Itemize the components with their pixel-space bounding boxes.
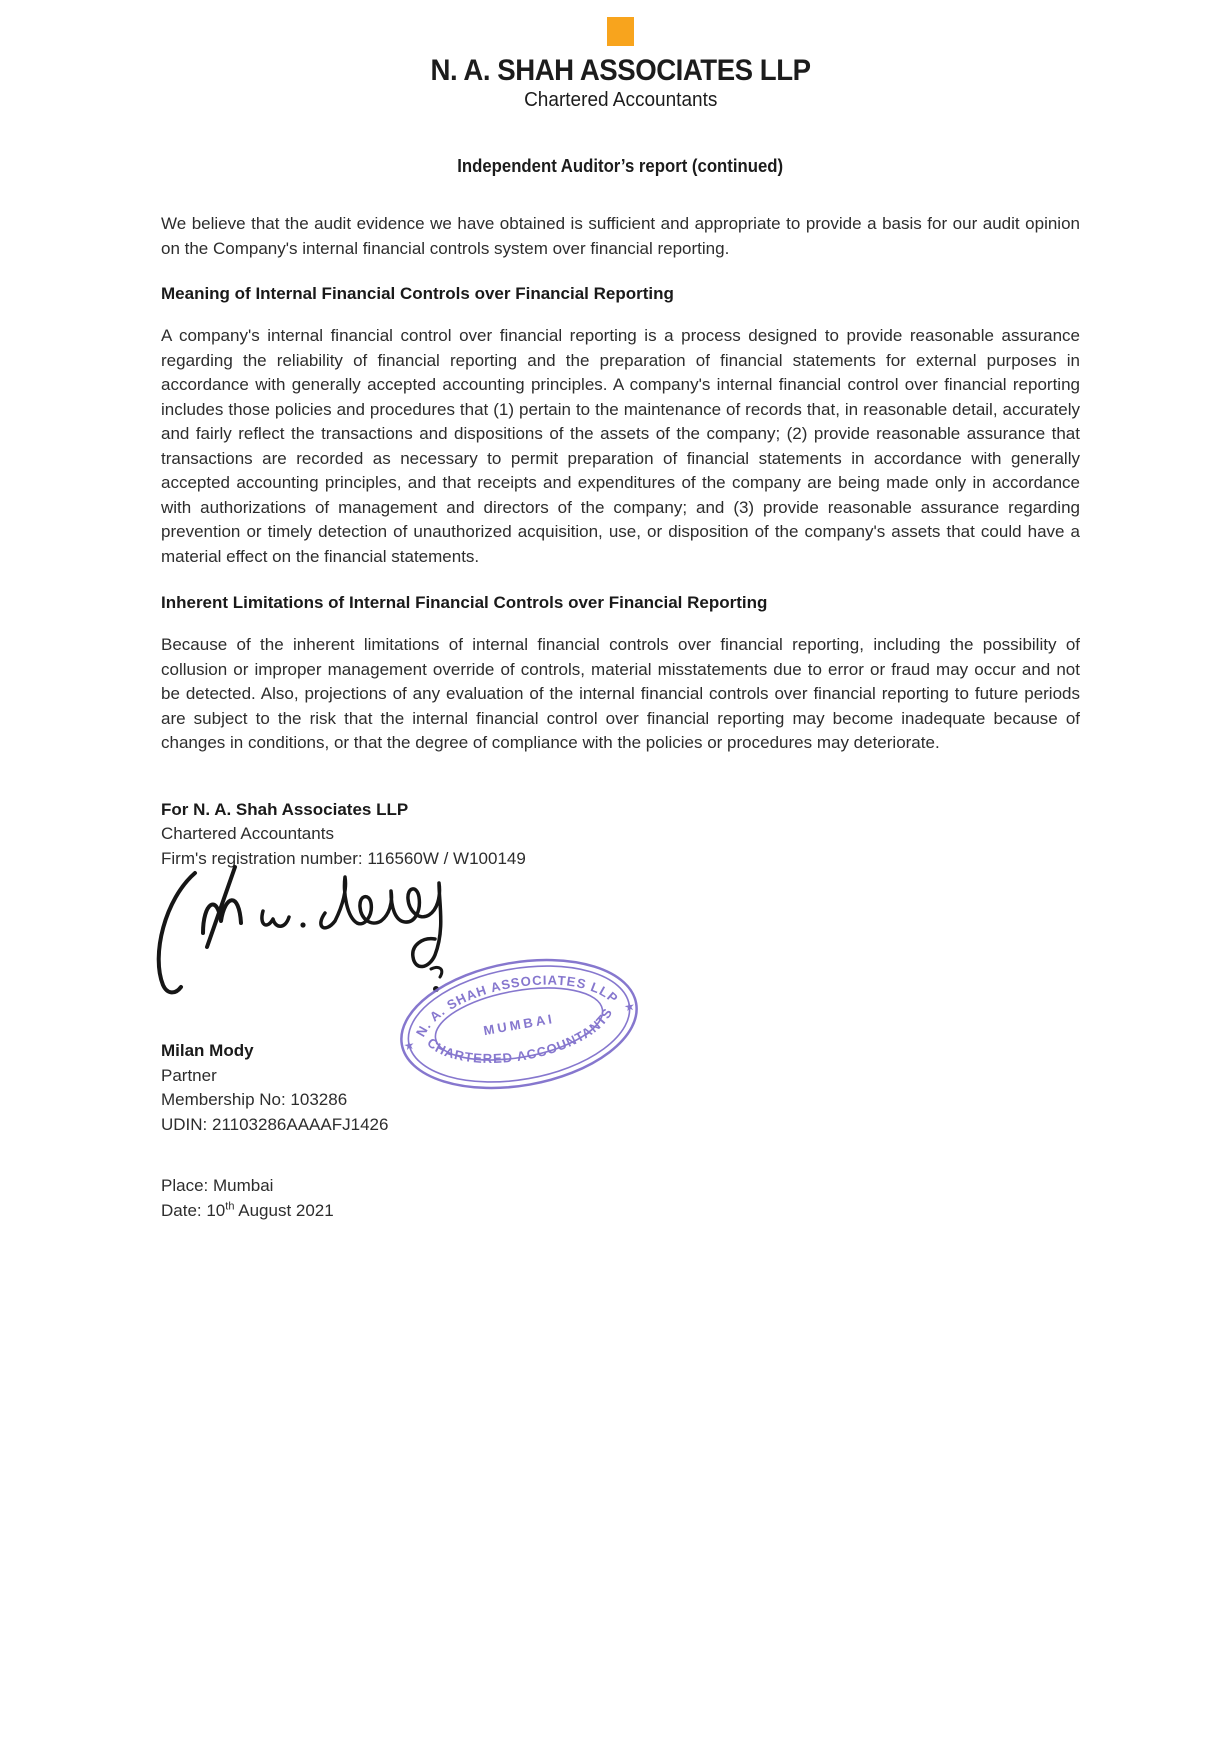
udin-line: UDIN: 21103286AAAAFJ1426 — [161, 1114, 389, 1134]
stamp-left-star-icon: ★ — [402, 1037, 416, 1054]
date-line — [161, 1199, 1080, 1224]
date-ordinal: th — [225, 1199, 235, 1212]
date-suffix: August 2021 — [234, 1200, 334, 1220]
firm-name — [161, 55, 1080, 87]
place-date-block — [161, 1174, 1080, 1223]
for-firm-line: For N. A. Shah Associates LLP — [161, 799, 409, 819]
letterhead — [161, 17, 1080, 111]
signer-name: Milan Mody — [161, 1041, 254, 1060]
limitations-heading: Inherent Limitations of Internal Financial Controls over Financial Reporting — [161, 593, 768, 612]
registration-line: Firm's registration number: 116560W / W100149 — [161, 848, 526, 868]
signer-title: Partner — [161, 1065, 217, 1085]
signature-block — [161, 798, 1080, 1224]
intro-paragraph: We believe that the audit evidence we have obtained is sufficient and appropriate to provide a basis for our audit opinion on the Company's internal financial controls system over financial reporting. — [161, 214, 1080, 258]
meaning-paragraph: A company's internal financial control over financial reporting is a process designed to provide reasonable assurance regarding the reliability of financial reporting and the preparation of financial statements for external purposes in accordance with generally accepted accounting principles. A company's internal financial control over financial reporting includes those policies and procedures that (1) pertain to the maintenance of records that, in reasonable detail, accurately and fairly reflect the transactions and dispositions of the assets of the company; (2) provide reasonable assurance that transactions are recorded as necessary to permit preparation of financial statements in accordance with generally accepted accounting principles, and that receipts and expenditures of the company are being made only in accordance with authorizations of management and directors of the company; and (3) provide reasonable assurance regarding prevention or timely detection of unauthorized acquisition, use, or disposition of the company's assets that could have a material effect on the financial statements. — [161, 326, 1080, 566]
firm-name-text: N. A. SHAH ASSOCIATES LLP — [430, 54, 811, 87]
firm-type-line: Chartered Accountants — [161, 824, 334, 843]
firm-subtitle — [161, 89, 1080, 111]
page-content — [161, 0, 1080, 1223]
limitations-paragraph: Because of the inherent limitations of internal financial controls over financial reporting, including the possibility of collusion or improper management override of controls, material misstatements due to error or fraud may occur and not be detected. Also, projections of any evaluation of the internal financial controls over financial reporting to future periods are subject to the risk that the internal financial control over financial reporting may become inadequate because of changes in conditions, or that the degree of compliance with the policies or procedures may deteriorate. — [161, 635, 1080, 752]
place-line: Place: Mumbai — [161, 1176, 274, 1195]
stamp-bottom-text: CHARTERED ACCOUNTANTS — [424, 1005, 616, 1067]
stamp-top-text: N. A. SHAH ASSOCIATES LLP — [412, 972, 622, 1040]
stamp-center-text: MUMBAI — [482, 1010, 556, 1039]
stamp-right-star-icon: ★ — [622, 998, 637, 1015]
firm-subtitle-text: Chartered Accountants — [523, 89, 718, 111]
firm-rubber-stamp — [393, 953, 645, 1095]
report-title — [161, 155, 1080, 177]
date-prefix: Date: 10 — [161, 1200, 226, 1220]
firm-logo-square — [607, 17, 634, 46]
report-title-text: Independent Auditor’s report (continued) — [457, 156, 784, 176]
membership-line: Membership No: 103286 — [161, 1090, 348, 1109]
meaning-heading: Meaning of Internal Financial Controls over Financial Reporting — [161, 284, 674, 303]
